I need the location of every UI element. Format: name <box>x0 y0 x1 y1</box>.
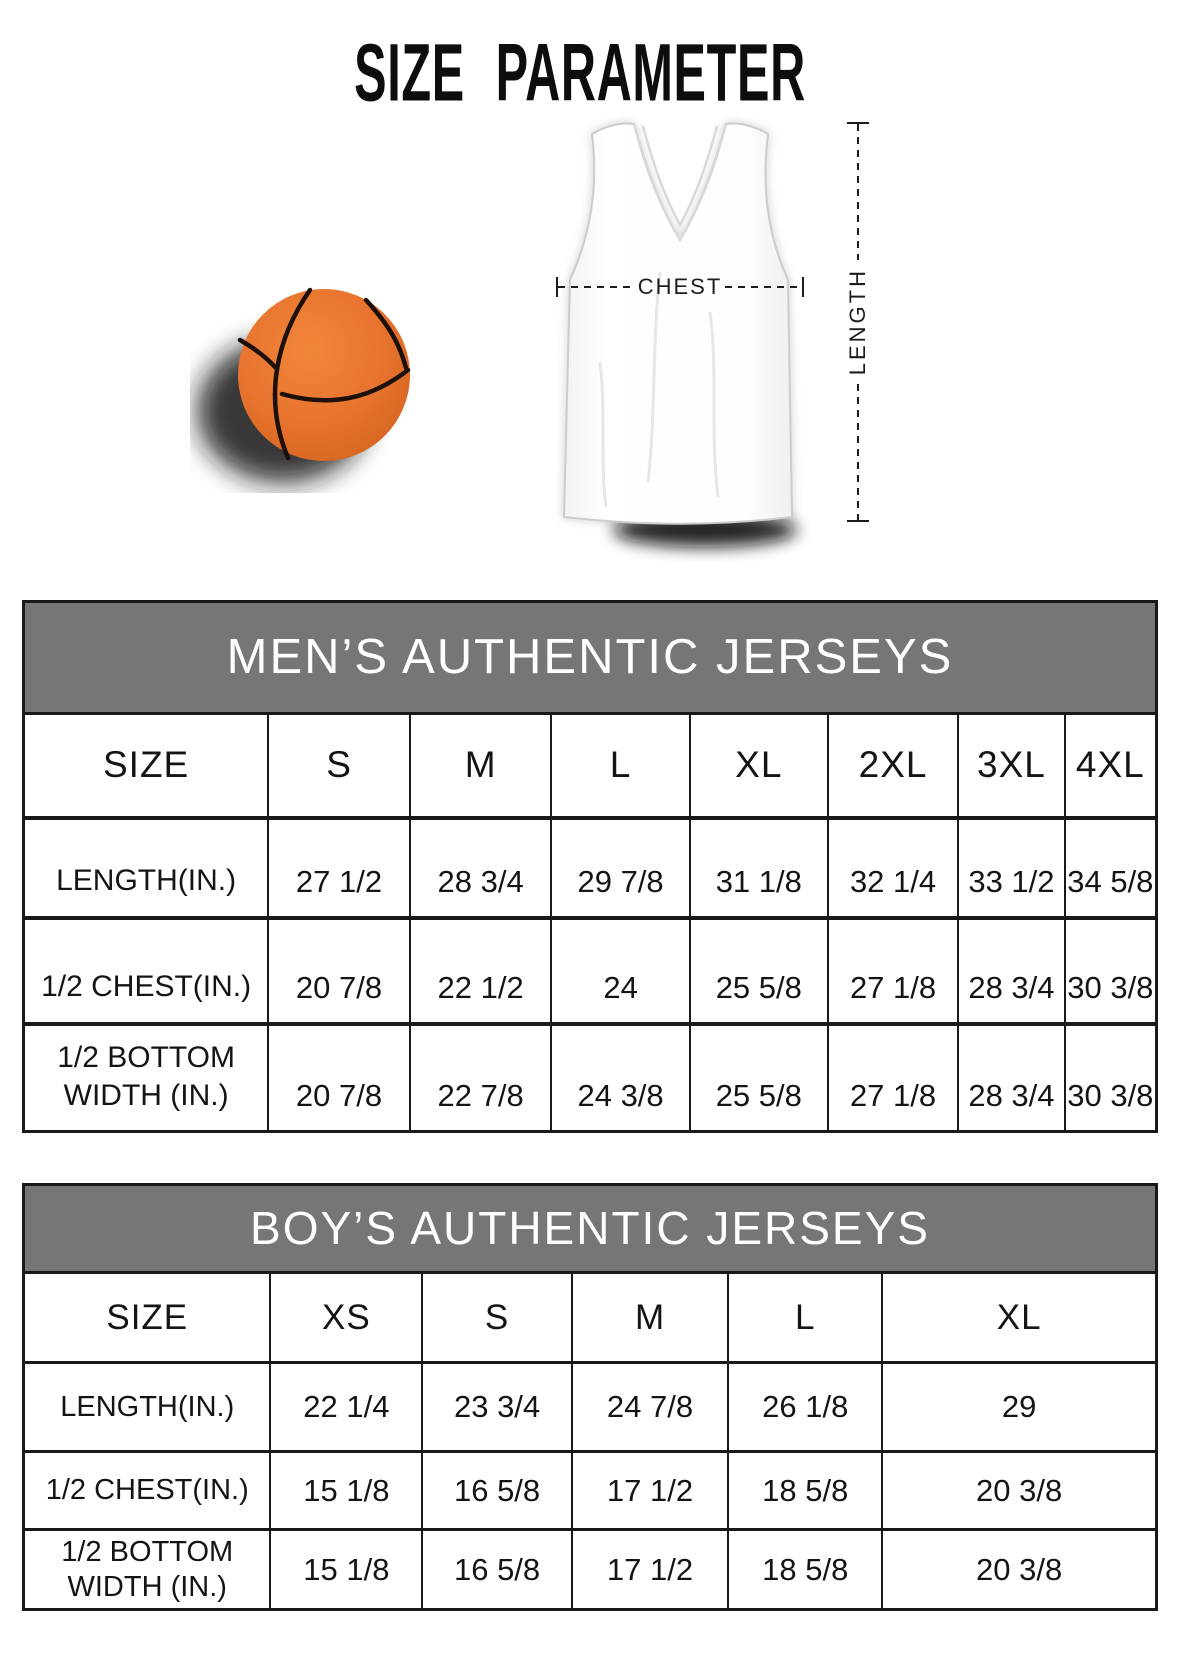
size-value: 18 5/8 <box>728 1530 882 1610</box>
row-label: 1/2 BOTTOM WIDTH (IN.) <box>24 1024 269 1132</box>
size-value: 22 7/8 <box>410 1024 552 1132</box>
mens-table-banner: MEN’S AUTHENTIC JERSEYS <box>22 600 1158 712</box>
column-header: 3XL <box>958 714 1065 818</box>
size-value: 24 7/8 <box>572 1363 728 1452</box>
size-value: 29 7/8 <box>551 818 689 918</box>
chest-dash-right <box>725 286 802 288</box>
size-value: 22 1/4 <box>270 1363 422 1452</box>
size-value: 29 <box>882 1363 1156 1452</box>
size-value: 26 1/8 <box>728 1363 882 1452</box>
boys-header-row <box>24 1273 1157 1363</box>
size-value: 24 3/8 <box>551 1024 689 1132</box>
column-header: M <box>572 1273 728 1363</box>
size-value: 30 3/8 <box>1065 1024 1157 1132</box>
size-value: 20 3/8 <box>882 1530 1156 1610</box>
table-row <box>24 1530 1157 1610</box>
page-title: SIZE PARAMETER <box>354 27 806 119</box>
chest-label: CHEST <box>637 274 723 299</box>
size-value: 22 1/2 <box>410 918 552 1024</box>
table-row <box>24 1024 1157 1132</box>
jersey-icon <box>540 112 820 567</box>
size-value: 23 3/4 <box>422 1363 572 1452</box>
size-value: 15 1/8 <box>270 1452 422 1530</box>
length-measure-line <box>843 122 873 522</box>
row-label: LENGTH(IN.) <box>24 818 269 918</box>
column-header: M <box>410 714 552 818</box>
row-label: 1/2 CHEST(IN.) <box>24 918 269 1024</box>
basketball-icon <box>190 278 430 493</box>
boys-size-section <box>22 1183 1158 1611</box>
length-bottom-tick <box>847 520 869 522</box>
chest-right-tick <box>802 277 804 297</box>
size-value: 20 7/8 <box>268 918 410 1024</box>
length-dash-top <box>857 124 859 260</box>
measurement-diagram <box>0 0 1200 600</box>
table-row <box>24 1363 1157 1452</box>
column-header: L <box>728 1273 882 1363</box>
size-value: 15 1/8 <box>270 1530 422 1610</box>
column-header: L <box>551 714 689 818</box>
size-value: 30 3/8 <box>1065 918 1157 1024</box>
table-row <box>24 918 1157 1024</box>
size-value: 17 1/2 <box>572 1452 728 1530</box>
row-label: 1/2 BOTTOM WIDTH (IN.) <box>24 1530 271 1610</box>
column-header: SIZE <box>24 714 269 818</box>
column-header: XS <box>270 1273 422 1363</box>
size-value: 27 1/2 <box>268 818 410 918</box>
size-value: 18 5/8 <box>728 1452 882 1530</box>
size-value: 31 1/8 <box>690 818 828 918</box>
size-value: 27 1/8 <box>828 1024 958 1132</box>
size-value: 24 <box>551 918 689 1024</box>
column-header: S <box>268 714 410 818</box>
size-value: 33 1/2 <box>958 818 1065 918</box>
table-row <box>24 818 1157 918</box>
size-value: 25 5/8 <box>690 1024 828 1132</box>
ball-body <box>238 289 410 461</box>
column-header: 4XL <box>1065 714 1157 818</box>
jersey-body <box>564 123 792 523</box>
size-value: 28 3/4 <box>958 1024 1065 1132</box>
mens-size-table <box>22 712 1158 1133</box>
size-value: 17 1/2 <box>572 1530 728 1610</box>
chest-dash-left <box>558 286 635 288</box>
mens-header-row <box>24 714 1157 818</box>
boys-table-banner: BOY’S AUTHENTIC JERSEYS <box>22 1183 1158 1271</box>
column-header: 2XL <box>828 714 958 818</box>
size-value: 27 1/8 <box>828 918 958 1024</box>
size-value: 16 5/8 <box>422 1530 572 1610</box>
column-header: XL <box>882 1273 1156 1363</box>
size-value: 20 7/8 <box>268 1024 410 1132</box>
column-header: S <box>422 1273 572 1363</box>
chest-measure-line <box>556 274 804 300</box>
row-label: 1/2 CHEST(IN.) <box>24 1452 271 1530</box>
row-label: LENGTH(IN.) <box>24 1363 271 1452</box>
table-row <box>24 1452 1157 1530</box>
length-dash-bottom <box>857 384 859 520</box>
column-header: XL <box>690 714 828 818</box>
mens-size-section <box>22 600 1158 1133</box>
boys-size-table <box>22 1271 1158 1611</box>
size-value: 34 5/8 <box>1065 818 1157 918</box>
size-value: 28 3/4 <box>410 818 552 918</box>
size-value: 20 3/8 <box>882 1452 1156 1530</box>
size-value: 28 3/4 <box>958 918 1065 1024</box>
length-label: LENGTH <box>845 268 870 376</box>
size-value: 32 1/4 <box>828 818 958 918</box>
column-header: SIZE <box>24 1273 271 1363</box>
size-value: 25 5/8 <box>690 918 828 1024</box>
size-value: 16 5/8 <box>422 1452 572 1530</box>
